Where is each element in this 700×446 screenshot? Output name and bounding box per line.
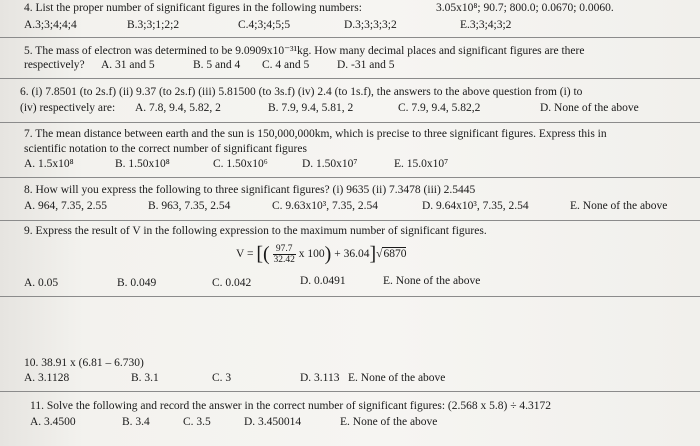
divider (0, 296, 700, 297)
q10-text: 10. 38.91 x (6.81 – 6.730) (24, 357, 144, 369)
q11-option-c: C. 3.5 (183, 416, 211, 428)
formula-numerator: 97.7 (273, 244, 296, 255)
q4-numbers: 3.05x10⁸; 90.7; 800.0; 0.0670; 0.0060. (436, 2, 614, 14)
q7-text: 7. The mean distance between earth and the sun is 150,000,000km, which is precise to three significant figures. Express this in (24, 128, 607, 140)
q6-prefix: (iv) respectively are: (20, 102, 116, 114)
formula-sqrt-arg: 6870 (383, 248, 407, 261)
q7-option-e: E. 15.0x10⁷ (394, 158, 449, 170)
q7-option-d: D. 1.50x10⁷ (302, 158, 358, 170)
q9-text: 9. Express the result of V in the following expression to the maximum number of significant figures. (24, 225, 487, 237)
q9-option-c: C. 0.042 (212, 277, 252, 289)
q10-option-a: A. 3.1128 (24, 372, 70, 384)
q9-option-e: E. None of the above (383, 275, 481, 287)
q6-option-c: C. 7.9, 9.4, 5.82,2 (398, 102, 481, 114)
formula-denominator: 32.42 (273, 255, 295, 265)
formula-open-bracket: [( (256, 243, 270, 265)
q4-option-c: C.4;3;4;5;5 (238, 19, 291, 31)
q8-option-b: B. 963, 7.35, 2.54 (148, 200, 231, 212)
q10-option-b: B. 3.1 (131, 372, 159, 384)
q9-formula (236, 243, 406, 266)
q11-option-b: B. 3.4 (122, 416, 150, 428)
q11-text: 11. Solve the following and record the answer in the correct number of significant figures: (2.568 x 5.8) ÷ 4.3172 (30, 400, 552, 412)
q6-option-d: D. None of the above (540, 102, 639, 114)
q8-text: 8. How will you express the following to three significant figures? (i) 9635 (ii) 7.3478 (iii) 2.5445 (24, 184, 476, 196)
q9-option-d: D. 0.0491 (300, 275, 346, 287)
q4-option-d: D.3;3;3;3;2 (344, 19, 397, 31)
formula-times: x 100 (298, 248, 325, 261)
q11-option-e: E. None of the above (340, 416, 438, 428)
sqrt-icon: √ (376, 248, 383, 261)
q10-option-c: C. 3 (212, 372, 232, 384)
q5-option-b: B. 5 and 4 (193, 59, 241, 71)
q11-option-d: D. 3.450014 (244, 416, 302, 428)
q7-option-b: B. 1.50x10⁸ (115, 158, 170, 170)
q5-option-a: A. 31 and 5 (101, 59, 155, 71)
divider (0, 122, 700, 123)
q4-option-b: B.3;3;1;2;2 (127, 19, 180, 31)
formula-close-bracket: ] (369, 243, 377, 265)
q8-option-e: E. None of the above (570, 200, 668, 212)
divider (0, 391, 700, 392)
divider (0, 220, 700, 221)
q6-text: 6. (i) 7.8501 (to 2s.f) (ii) 9.37 (to 2s.f) (iii) 5.81500 (to 3s.f) (iv) 2.4 (to 1s.f), the answers to the above question from (i) to (20, 86, 583, 98)
q4-option-e: E.3;3;4;3;2 (460, 19, 512, 31)
formula-close-paren: ) (324, 243, 332, 265)
q5-option-d: D. -31 and 5 (337, 59, 395, 71)
divider (0, 78, 700, 79)
q7-option-a: A. 1.5x10⁸ (24, 158, 74, 170)
q10-option-d: D. 3.113 (300, 372, 340, 384)
q4-text: 4. List the proper number of significant figures in the following numbers: (24, 2, 362, 14)
q6-option-b: B. 7.9, 9.4, 5.81, 2 (268, 102, 354, 114)
formula-fraction (273, 244, 296, 265)
q4-option-a: A.3;3;4;4;4 (24, 19, 77, 31)
formula-plus: + 36.04 (334, 248, 370, 261)
q8-option-a: A. 964, 7.35, 2.55 (24, 200, 108, 212)
q10-option-e: E. None of the above (348, 372, 446, 384)
q5-text: 5. The mass of electron was determined to be 9.0909x10⁻³¹kg. How many decimal places and significant figures are there (24, 45, 585, 57)
q6-option-a: A. 7.8, 9.4, 5.82, 2 (135, 102, 221, 114)
q9-option-a: A. 0.05 (24, 277, 59, 289)
q7-option-c: C. 1.50x10⁶ (213, 158, 268, 170)
q5-prefix: respectively? (24, 59, 85, 71)
q11-option-a: A. 3.4500 (30, 416, 76, 428)
q7-text-2: scientific notation to the correct number of significant figures (24, 143, 307, 155)
formula-lhs: V = (236, 248, 254, 261)
q8-option-c: C. 9.63x10³, 7.35, 2.54 (272, 200, 378, 212)
divider (0, 177, 700, 178)
q8-option-d: D. 9.64x10³, 7.35, 2.54 (422, 200, 529, 212)
q9-option-b: B. 0.049 (117, 277, 157, 289)
divider (0, 37, 700, 38)
q5-option-c: C. 4 and 5 (262, 59, 310, 71)
